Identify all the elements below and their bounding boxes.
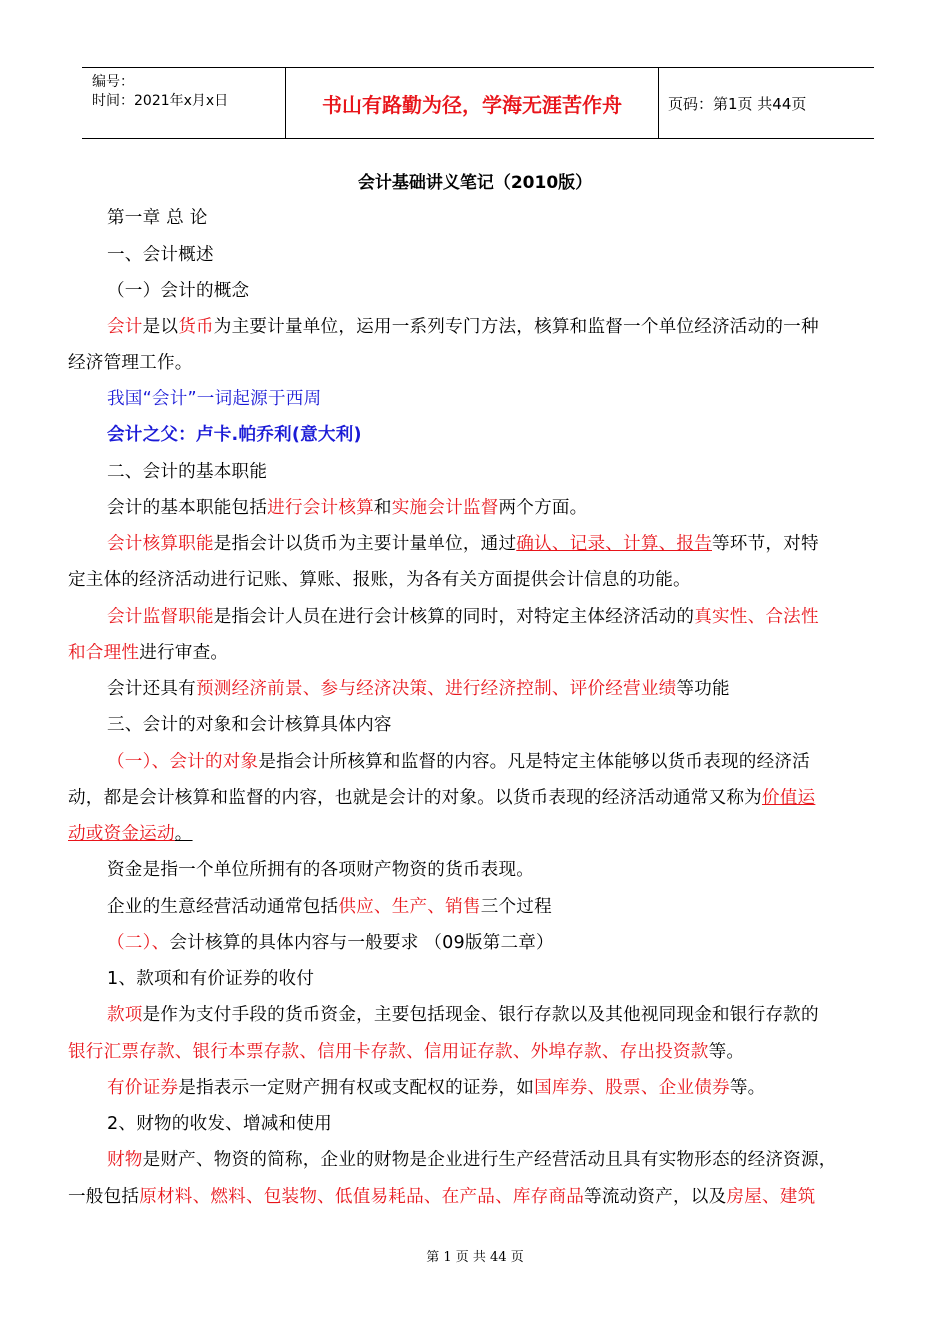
text-segment: 等。 [729,1078,766,1098]
text-segment: 会计的基本职能包括 [107,498,268,518]
text-line [107,1076,765,1100]
text-segment: 进行审查。 [139,643,229,663]
text-segment: 为主要计量单位，运用一系列专门方法，核算和监督一个单位经济活动的一种 [213,317,819,337]
text-line [107,858,534,882]
highlight-segment: 财物 [107,1150,143,1170]
highlight-segment: 会计 [107,317,143,337]
text-line [107,460,267,484]
text-line [107,605,819,629]
highlight-segment: 会计之父：卢卡.帕乔利(意大利) [107,425,362,445]
motto: 书山有路勤为径，学海无涯苦作舟 [285,68,659,138]
text-segment: 等流动资产，以及 [584,1187,727,1207]
text-line [107,1112,332,1136]
text-line [107,967,314,991]
highlight-segment: 真实性、合法性 [694,607,819,627]
highlight-segment: 进行会计核算 [267,498,374,518]
document-title: 会计基础讲义笔记（2010版） [357,173,593,193]
text-line [107,713,392,737]
text-segment: 是指会计人员在进行会计核算的同时，对特定主体经济活动的 [213,607,695,627]
text-line [107,496,587,520]
text-segment: 动，都是会计核算和监督的内容，也就是会计的对象。以货币表现的经济活动通常又称为 [68,788,762,808]
text-segment: 是财产、物资的简称，企业的财物是企业进行生产经营活动且具有实物形态的经济资源， [142,1150,837,1170]
highlight-segment: 和合理性 [68,643,140,663]
text-segment: 企业的生意经营活动通常包括 [107,897,339,917]
highlight-segment: 我国“会计”一词起源于西周 [107,389,322,409]
highlight-segment: 。 [174,824,193,844]
text-segment: 二、会计的基本职能 [107,462,268,482]
highlight-segment: 预测经济前景、参与经济决策、进行经济控制、评价经营业绩 [195,679,677,699]
text-line [107,677,730,701]
text-segment: 等。 [708,1042,745,1062]
text-segment: 第一章 总 论 [107,208,208,228]
text-line [107,532,819,556]
highlight-segment: 动或资金运动 [68,824,175,844]
text-line [107,931,554,955]
text-line [107,1148,837,1172]
text-line [68,351,193,375]
highlight-segment: 有价证券 [107,1078,179,1098]
highlight-segment: 会计核算职能 [107,534,214,554]
highlight-segment: 款项 [107,1005,143,1025]
text-line [68,1040,744,1064]
text-line [68,641,228,665]
text-segment: 定主体的经济活动进行记账、算账、报账，为各有关方面提供会计信息的功能。 [68,570,691,590]
page-info: 页码：第1页 共44页 [668,94,807,113]
text-segment: 三、会计的对象和会计核算具体内容 [107,715,392,735]
text-line [107,895,552,919]
text-line [68,822,193,846]
text-segment: 2、财物的收发、增减和使用 [107,1114,332,1134]
text-line [68,568,691,592]
highlight-segment: 会计监督职能 [107,607,214,627]
text-segment: （一）会计的概念 [107,281,250,301]
highlight-segment: （一）、会计的对象 [107,752,259,772]
text-segment: 资金是指一个单位所拥有的各项财产物资的货币表现。 [107,860,535,880]
text-segment: 是指会计所核算和监督的内容。凡是特定主体能够以货币表现的经济活 [258,752,810,772]
page-footer: 第 1 页 共 44 页 [426,1250,524,1265]
highlight-segment: 银行汇票存款、银行本票存款、信用卡存款、信用证存款、外埠存款、存出投资款 [68,1042,709,1062]
text-line [107,1003,819,1027]
text-segment: 是指会计以货币为主要计量单位，通过 [213,534,517,554]
highlight-segment: 原材料、燃料、包装物、低值易耗品、在产品、库存商品 [139,1187,585,1207]
highlight-segment: 实施会计监督 [391,498,499,518]
highlight-segment: 房屋、建筑 [726,1187,816,1207]
highlight-segment: 确认、记录、计算、报告 [516,534,712,554]
text-segment: 一般包括 [68,1187,140,1207]
text-line [107,423,362,447]
text-segment: 会计核算的具体内容与一般要求 （09版第二章） [169,933,554,953]
highlight-segment: 国库券、股票、企业债券 [534,1078,730,1098]
text-segment: 是指表示一定财产拥有权或支配权的证券，如 [178,1078,535,1098]
text-segment: 三个过程 [480,897,552,917]
text-segment: 是以 [142,317,179,337]
document-header [82,67,874,139]
text-segment: 是作为支付手段的货币资金，主要包括现金、银行存款以及其他视同现金和银行存款的 [142,1005,819,1025]
text-segment: 经济管理工作。 [68,353,193,373]
text-segment: 会计还具有 [107,679,196,699]
text-segment: 一、会计概述 [107,245,214,265]
text-line [68,786,815,810]
code-label: 编号： [92,74,134,90]
text-line [107,206,208,230]
text-line [107,750,810,774]
header-meta [82,68,284,138]
text-segment: 和 [373,498,392,518]
highlight-segment: （二）、 [107,933,170,953]
highlight-segment: 供应、生产、销售 [338,897,481,917]
text-line [107,387,321,411]
time-label: 时间：2021年x月x日 [92,93,229,109]
highlight-segment: 价值运 [761,788,816,808]
text-segment: 1、款项和有价证券的收付 [107,969,315,989]
text-segment: 等环节，对特 [712,534,819,554]
text-segment: 两个方面。 [498,498,588,518]
text-line [68,1185,815,1209]
highlight-segment: 货币 [178,317,214,337]
text-line [107,279,249,303]
text-line [107,243,214,267]
text-line [107,315,819,339]
text-segment: 等功能 [676,679,730,699]
